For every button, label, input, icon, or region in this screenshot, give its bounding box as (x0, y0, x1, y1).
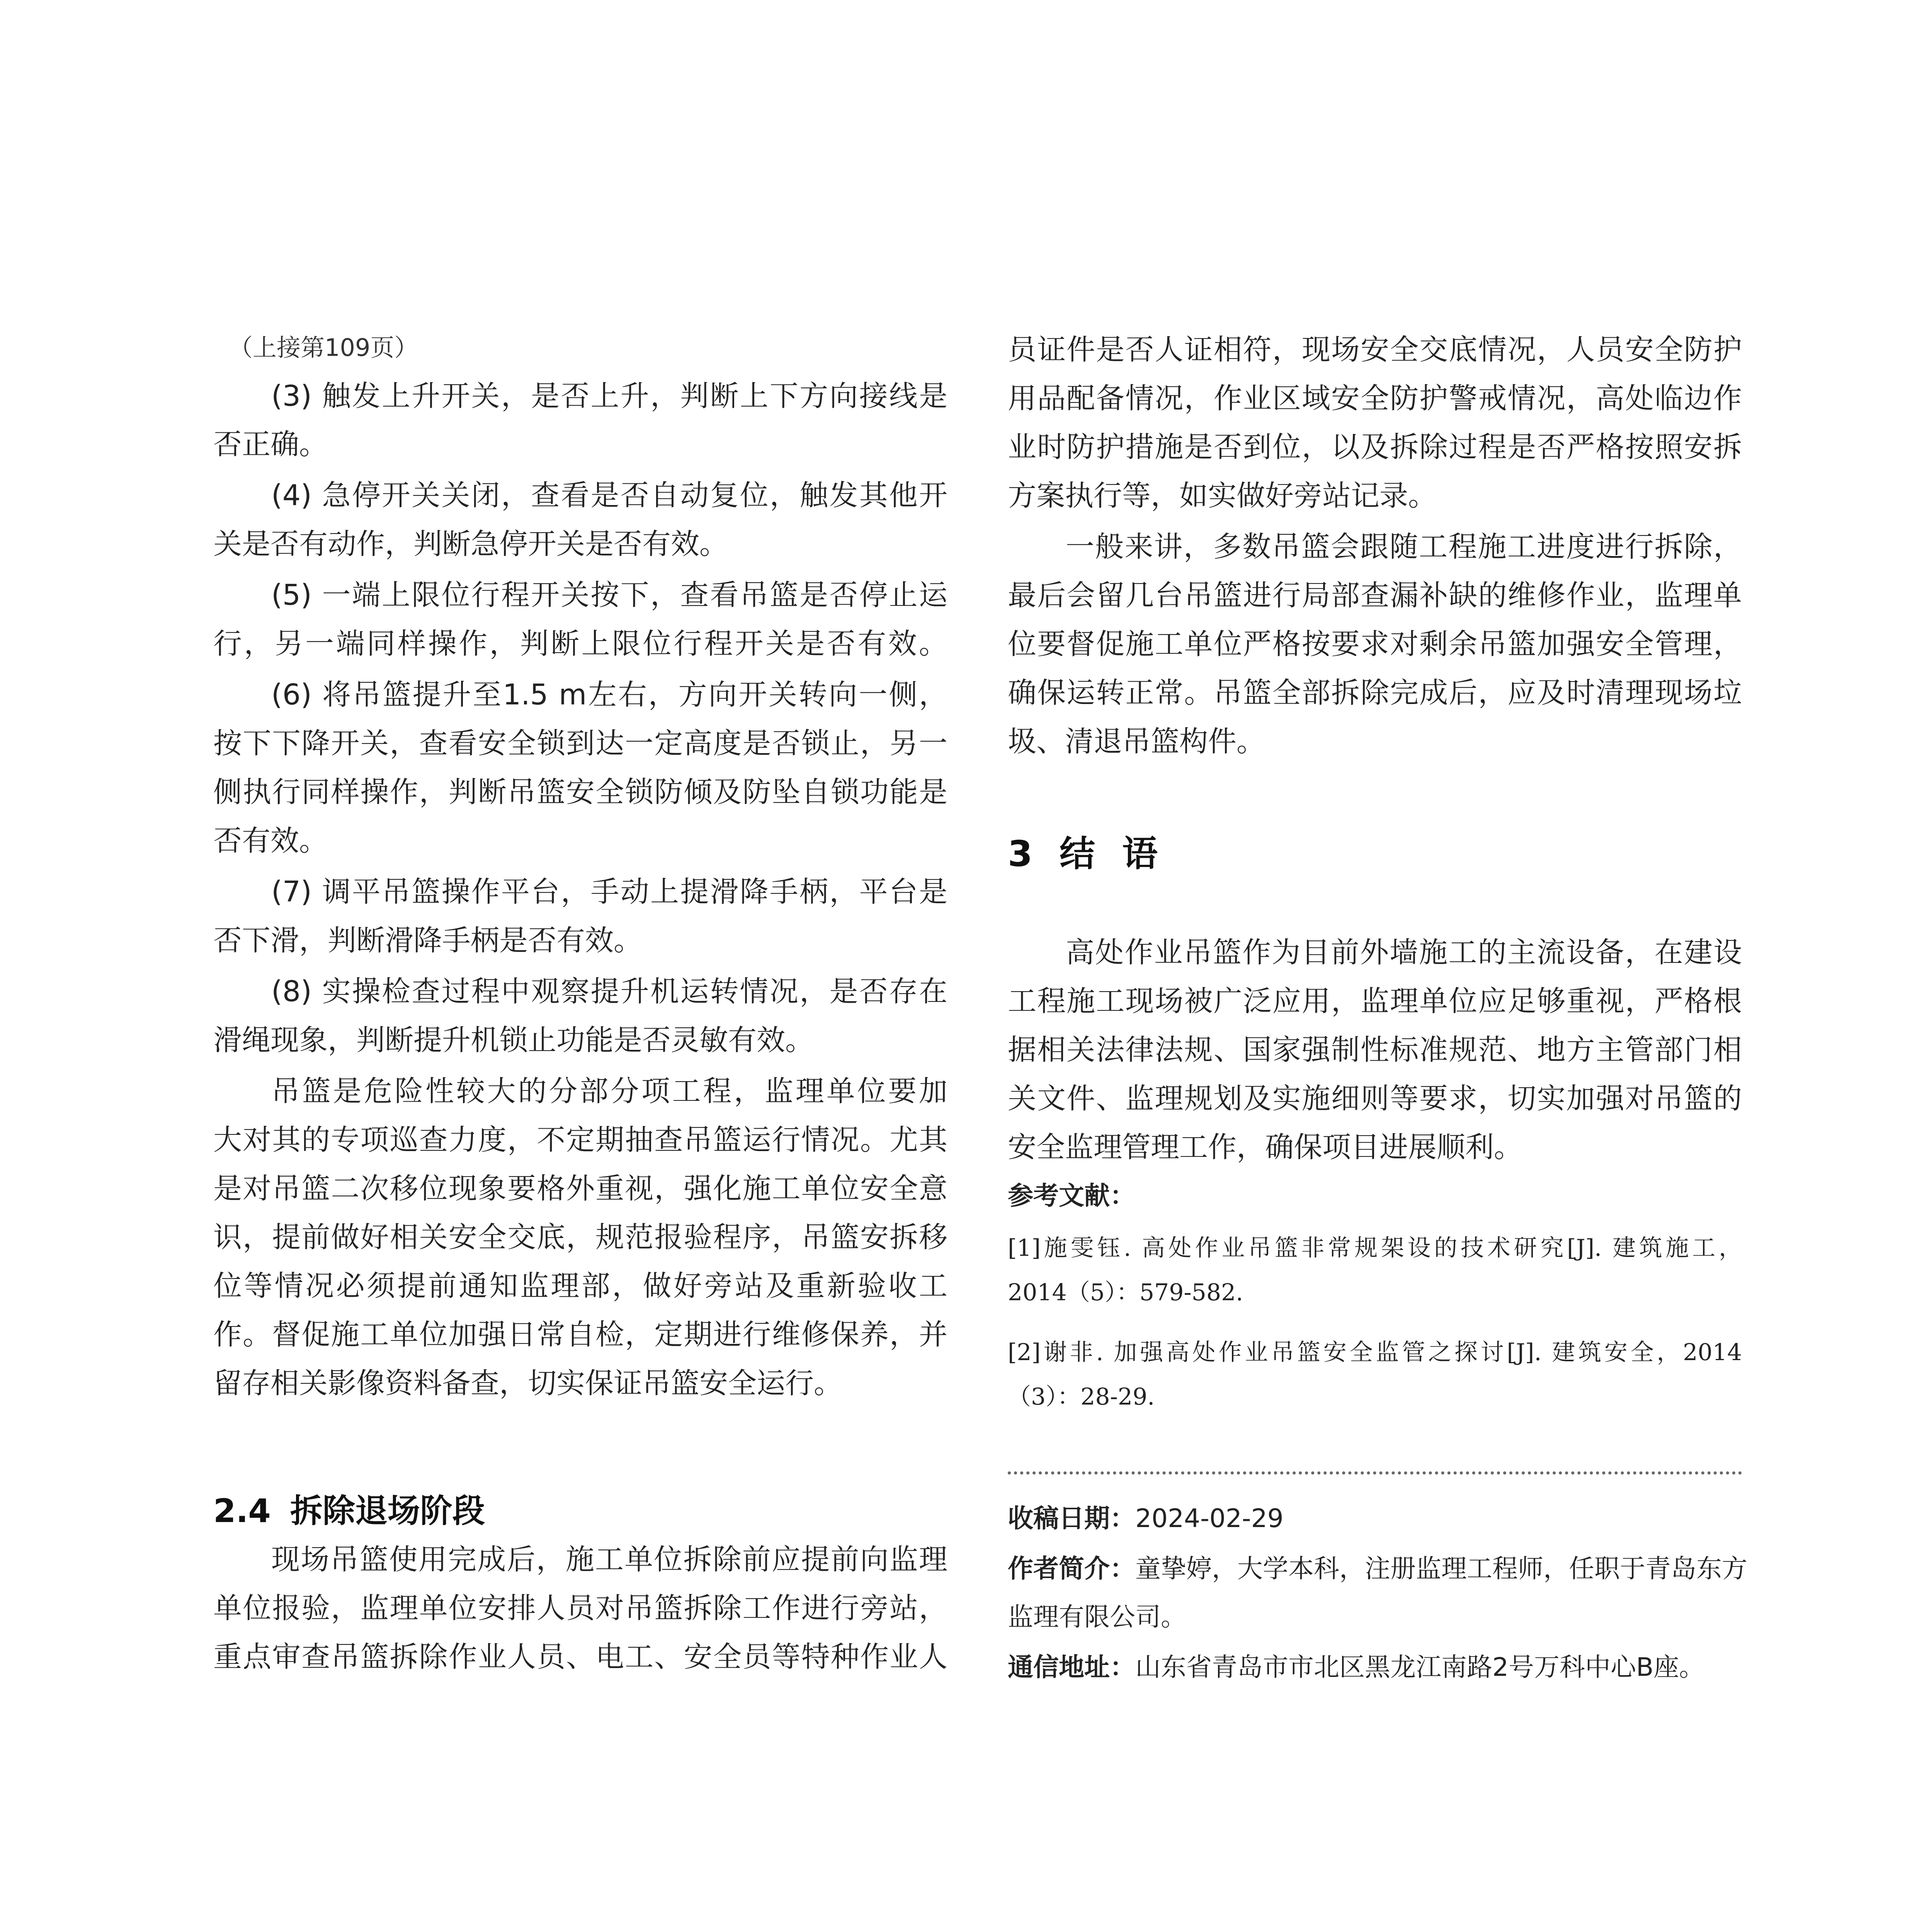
paragraph-line: 单位报验，监理单位安排人员对吊篮拆除工作进行旁站， (213, 1592, 947, 1625)
paragraph-line: 用品配备情况，作业区域安全防护警戒情况，高处临边作 (1008, 382, 1742, 415)
paragraph-line: 位要督促施工单位严格按要求对剩余吊篮加强安全管理， (1008, 628, 1742, 661)
paragraph-line: 吊篮是危险性较大的分部分项工程，监理单位要加 (271, 1075, 947, 1108)
author-label: 作者简介： (1008, 1554, 1135, 1583)
paragraph-line: 关文件、监理规划及实施细则等要求，切实加强对吊篮的 (1008, 1082, 1742, 1115)
continued-note: （上接第109页） (229, 333, 418, 362)
paragraph-line: (6) 将吊篮提升至1.5 m左右，方向开关转向一侧， (271, 678, 947, 711)
paragraph-line: 行，另一端同样操作，判断上限位行程开关是否有效。 (213, 627, 947, 660)
paragraph-line: 最后会留几台吊篮进行局部查漏补缺的维修作业，监理单 (1008, 579, 1742, 612)
paragraph-line: 识，提前做好相关安全交底，规范报验程序，吊篮安拆移 (213, 1221, 947, 1254)
paragraph-line: 安全监理管理工作，确保项目进展顺利。 (1008, 1131, 1522, 1164)
received-value: 2024-02-29 (1135, 1503, 1284, 1533)
paragraph-line: 员证件是否人证相符，现场安全交底情况，人员安全防护 (1008, 333, 1742, 366)
dotted-divider (1008, 1471, 1742, 1475)
paragraph-line: 关是否有动作，判断急停开关是否有效。 (213, 527, 728, 561)
paragraph-line: 是对吊篮二次移位现象要格外重视，强化施工单位安全意 (213, 1172, 947, 1205)
conclusion-heading (1008, 831, 1185, 877)
paragraph-line: (4) 急停开关关闭，查看是否自动复位，触发其他开 (271, 479, 947, 512)
author-info-cont: 监理有限公司。 (1008, 1602, 1186, 1632)
paragraph-line: (7) 调平吊篮操作平台，手动上提滑降手柄，平台是 (271, 875, 947, 908)
paragraph-line: 滑绳现象，判断提升机锁止功能是否灵敏有效。 (213, 1024, 814, 1057)
received-label: 收稿日期： (1008, 1503, 1135, 1533)
received-date (1008, 1499, 1284, 1538)
paragraph-line: 侧执行同样操作，判断吊篮安全锁防倾及防坠自锁功能是 (213, 776, 947, 809)
paragraph-line: 按下下降开关，查看安全锁到达一定高度是否锁止，另一 (213, 727, 947, 760)
section-number: 2.4 (213, 1492, 271, 1530)
paragraph-line: 一般来讲，多数吊篮会跟随工程施工进度进行拆除， (1066, 530, 1742, 563)
paragraph-line: 业时防护措施是否到位，以及拆除过程是否严格按照安拆 (1008, 430, 1742, 464)
address-info (1008, 1648, 1704, 1687)
paragraph-line: (5) 一端上限位行程开关按下，查看吊篮是否停止运 (271, 578, 947, 612)
paragraph-line: 大对其的专项巡查力度，不定期抽查吊篮运行情况。尤其 (213, 1123, 947, 1156)
paragraph-line: 现场吊篮使用完成后，施工单位拆除前应提前向监理 (271, 1543, 947, 1576)
paragraph-line: (3) 触发上升开关，是否上升，判断上下方向接线是 (271, 379, 947, 413)
heading-title: 结语 (1060, 833, 1185, 874)
reference-item: [1]施雯钰. 高处作业吊篮非常规架设的技术研究[J]. 建筑施工， (1008, 1235, 1742, 1262)
author-info (1008, 1549, 1747, 1588)
reference-item: [2]谢非. 加强高处作业吊篮安全监管之探讨[J]. 建筑安全，2014 (1008, 1339, 1742, 1366)
paragraph-line: 圾、清退吊篮构件。 (1008, 725, 1265, 758)
paragraph-line: 留存相关影像资料备查，切实保证吊篮安全运行。 (213, 1367, 842, 1400)
heading-number: 3 (1008, 833, 1033, 874)
paragraph-line: 工程施工现场被广泛应用，监理单位应足够重视，严格根 (1008, 985, 1742, 1018)
author-value: 童挚婷，大学本科，注册监理工程师，任职于青岛东方 (1135, 1554, 1747, 1583)
paragraph-line: 否有效。 (213, 824, 328, 857)
paragraph-line: 否下滑，判断滑降手柄是否有效。 (213, 924, 642, 957)
paragraph-line: (8) 实操检查过程中观察提升机运转情况，是否存在 (271, 975, 947, 1008)
paragraph-line: 方案执行等，如实做好旁站记录。 (1008, 479, 1437, 512)
paragraph-line: 高处作业吊篮作为目前外墙施工的主流设备，在建设 (1066, 936, 1742, 969)
reference-item: （3）：28-29. (1008, 1383, 1155, 1410)
paragraph-line: 作。督促施工单位加强日常自检，定期进行维修保养，并 (213, 1318, 947, 1351)
references-title: 参考文献： (1008, 1181, 1135, 1211)
paragraph-line: 位等情况必须提前通知监理部，做好旁站及重新验收工 (213, 1269, 947, 1303)
reference-item: 2014（5）：579-582. (1008, 1279, 1243, 1306)
address-label: 通信地址： (1008, 1652, 1135, 1682)
paragraph-line: 否正确。 (213, 428, 328, 461)
address-value: 山东省青岛市市北区黑龙江南路2号万科中心B座。 (1135, 1652, 1705, 1682)
section-title: 拆除退场阶段 (290, 1492, 485, 1530)
section-heading (213, 1490, 485, 1532)
paragraph-line: 重点审查吊篮拆除作业人员、电工、安全员等特种作业人 (213, 1640, 947, 1673)
paragraph-line: 确保运转正常。吊篮全部拆除完成后，应及时清理现场垃 (1008, 676, 1742, 709)
paragraph-line: 据相关法律法规、国家强制性标准规范、地方主管部门相 (1008, 1033, 1742, 1066)
